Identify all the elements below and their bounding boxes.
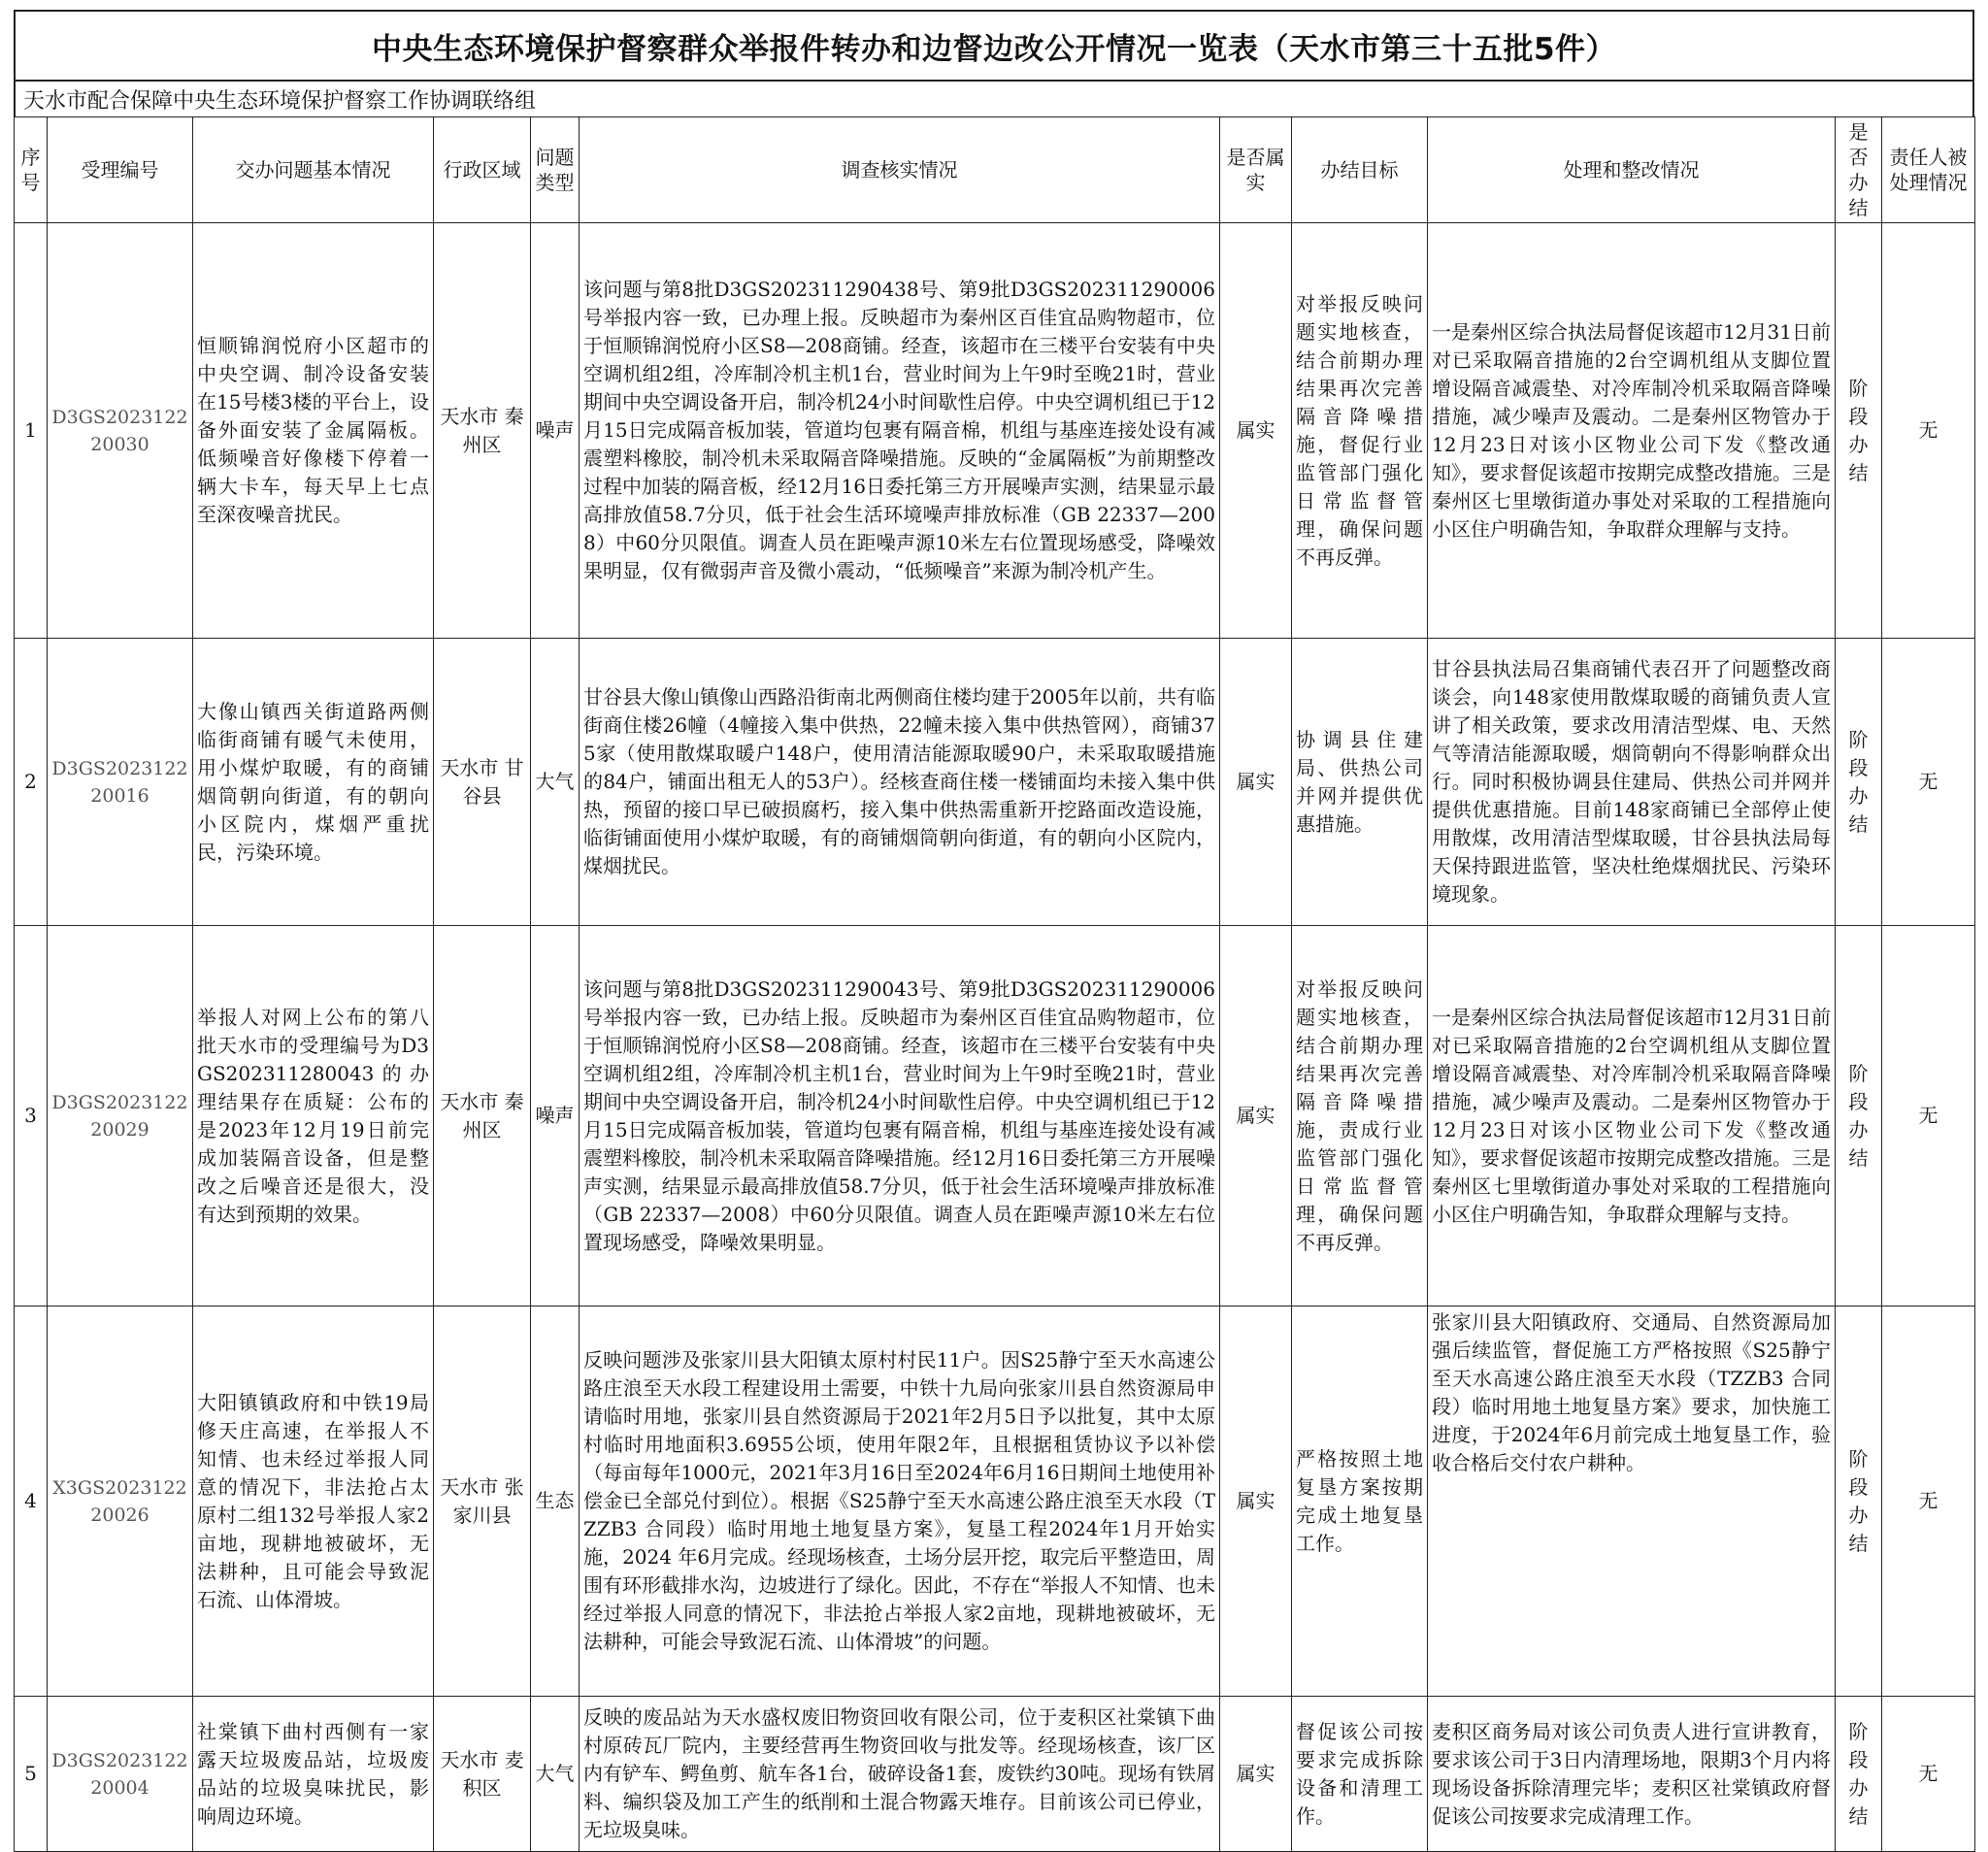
row-region: 天水市 秦州区 — [434, 223, 531, 639]
row-true-flag: 属实 — [1220, 1306, 1292, 1697]
row-seq: 2 — [15, 639, 48, 926]
header-row — [15, 117, 1975, 223]
header-true-flag: 是否属实 — [1220, 117, 1292, 223]
row-true-flag: 属实 — [1220, 926, 1292, 1306]
row-goal-text: 协调县住建局、供热公司并网并提供优惠措施。 — [1296, 727, 1423, 836]
row-type: 大气 — [531, 639, 580, 926]
row-issue-text: 社棠镇下曲村西侧有一家露天垃圾废品站，垃圾废品站的垃圾臭味扰民，影响周边环境。 — [197, 1719, 429, 1828]
header-closed: 是否办结 — [1836, 117, 1882, 223]
row-issue-text: 恒顺锦润悦府小区超市的中央空调、制冷设备安装在15号楼3楼的平台上，设备外面安装了金属隔板。低频噪音好像楼下停着一辆大卡车，每天早上七点至深夜噪音扰民。 — [197, 334, 429, 526]
row-closed: 阶段办结 — [1836, 223, 1882, 639]
row-closed: 阶段办结 — [1836, 926, 1882, 1306]
row-goal-text: 督促该公司按要求完成拆除设备和清理工作。 — [1296, 1719, 1423, 1828]
row-handling-text: 一是秦州区综合执法局督促该超市12月31日前对已采取隔音措施的2台空调机组从支脚位置增设隔音减震垫、对冷库制冷机采取隔音降噪措施，减少噪声及震动。二是秦州区物管办于12月23日对该小区物业公司下发《整改通知》，要求督促该超市按期完成整改措施。三是秦州区七里墩街道办事处对采取的工程措施向小区住户明确告知，争取群众理解与支持。 — [1432, 319, 1831, 541]
row-closed: 阶段办结 — [1836, 1306, 1882, 1697]
row-region: 天水市 麦积区 — [434, 1697, 531, 1852]
header-handling: 处理和整改情况 — [1428, 117, 1836, 223]
row-handling — [1428, 639, 1836, 926]
row-handling-text: 张家川县大阳镇政府、交通局、自然资源局加强后续监管，督促施工方严格按照《S25静宁至天水高速公路庄浪至天水段（TZZB3 合同段）临时用地土地复垦方案》要求，加快施工进度，于2024年6月前完成土地复垦工作，验收合格后交付农户耕种。 — [1432, 1310, 1831, 1474]
row-goal — [1292, 639, 1428, 926]
row-handling-text: 麦积区商务局对该公司负责人进行宣讲教育，要求该公司于3日内清理场地，限期3个月内将现场设备拆除清理完毕；麦积区社棠镇政府督促该公司按要求完成清理工作。 — [1432, 1719, 1831, 1828]
row-investigation-text: 反映的废品站为天水盛权废旧物资回收有限公司，位于麦积区社棠镇下曲村原砖瓦厂院内，主要经营再生物资回收与批发等。经现场核查，该厂区内有铲车、鳄鱼剪、航车各1台，破碎设备1套，废铁约30吨。现场有铁屑料、编织袋及加工产生的纸削和土混合物露天堆存。目前该公司已停业，无垃圾臭味。 — [583, 1705, 1215, 1841]
header-type: 问题类型 — [531, 117, 580, 223]
row-goal-text: 严格按照土地复垦方案按期完成土地复垦工作。 — [1296, 1446, 1423, 1555]
row-investigation — [580, 1306, 1220, 1697]
row-accountability: 无 — [1882, 223, 1975, 639]
row-goal — [1292, 223, 1428, 639]
row-issue-text: 大像山镇西关街道路两侧临街商铺有暖气未使用，用小煤炉取暖，有的商铺烟筒朝向街道，有的朝向小区院内，煤烟严重扰民，污染环境。 — [197, 699, 429, 864]
row-handling-text: 甘谷县执法局召集商铺代表召开了问题整改商谈会，向148家使用散煤取暖的商铺负责人宣讲了相关政策，要求改用清洁型煤、电、天然气等清洁能源取暖，烟筒朝向不得影响群众出行。同时积极协调县住建局、供热公司并网并提供优惠措施。目前148家商铺已全部停止使用散煤，改用清洁型煤取暖，甘谷县执法局每天保持跟进监管，坚决杜绝煤烟扰民、污染环境现象。 — [1432, 657, 1831, 906]
page-subtitle: 天水市配合保障中央生态环境保护督察工作协调联络组 — [14, 80, 1974, 116]
row-investigation-text: 该问题与第8批D3GS202311290043号、第9批D3GS202311290006号举报内容一致，已办结上报。反映超市为秦州区百佳宜品购物超市，位于恒顺锦润悦府小区S8—208商铺。经查，该超市在三楼平台安装有中央空调机组2组，冷库制冷机主机1台，营业时间为上午9时至晚21时，营业期间中央空调设备开启，制冷机24小时间歇性启停。中央空调机组已于12月15日完成隔音板加装，管道均包裹有隔音棉，机组与基座连接处设有减震塑料橡胶，制冷机未采取隔音降噪措施。经12月16日委托第三方开展噪声实测，结果显示最高排放值58.7分贝，低于社会生活环境噪声排放标准（GB 22337—2008）中60分贝限值。调查人员在距噪声源10米左右位置现场感受，降噪效果明显。 — [583, 976, 1215, 1254]
header-code: 受理编号 — [48, 117, 193, 223]
row-investigation — [580, 639, 1220, 926]
row-true-flag: 属实 — [1220, 639, 1292, 926]
table-row — [15, 1306, 1975, 1697]
row-seq: 1 — [15, 223, 48, 639]
header-goal: 办结目标 — [1292, 117, 1428, 223]
row-investigation-text: 该问题与第8批D3GS202311290438号、第9批D3GS202311290006号举报内容一致，已办理上报。反映超市为秦州区百佳宜品购物超市，位于恒顺锦润悦府小区S8—208商铺。经查，该超市在三楼平台安装有中央空调机组2组，冷库制冷机主机1台，营业时间为上午9时至晚21时，营业期间中央空调设备开启，制冷机24小时间歇性启停。中央空调机组已于12月15日完成隔音板加装，管道均包裹有隔音棉，机组与基座连接处设有减震塑料橡胶，制冷机未采取隔音降噪措施。反映的“金属隔板”为前期整改过程中加装的隔音板，经12月16日委托第三方开展噪声实测，结果显示最高排放值58.7分贝，低于社会生活环境噪声排放标准（GB 22337—2008）中60分贝限值。调查人员在距噪声源10米左右位置现场感受，降噪效果明显，仅有微弱声音及微小震动，“低频噪音”来源为制冷机产生。 — [583, 278, 1215, 582]
row-true-flag: 属实 — [1220, 223, 1292, 639]
row-issue — [193, 1306, 434, 1697]
row-investigation-text: 甘谷县大像山镇像山西路沿街南北两侧商住楼均建于2005年以前，共有临街商住楼26幢（4幢接入集中供热，22幢未接入集中供热管网），商铺375家（使用散煤取暖户148户，使用清洁能源取暖90户，未采取取暖措施的84户，铺面出租无人的53户）。经核查商住楼一楼铺面均未接入集中供热，预留的接口早已破损腐朽，接入集中供热需重新开挖路面改造设施，临街铺面使用小煤炉取暖，有的商铺烟筒朝向街道，有的朝向小区院内，煤烟扰民。 — [583, 685, 1215, 877]
header-accountability: 责任人被处理情况 — [1882, 117, 1975, 223]
row-closed: 阶段办结 — [1836, 1697, 1882, 1852]
row-code: D3GS2023122 20030 — [48, 223, 193, 639]
row-code: X3GS2023122 20026 — [48, 1306, 193, 1697]
row-true-flag: 属实 — [1220, 1697, 1292, 1852]
row-code: D3GS2023122 20004 — [48, 1697, 193, 1852]
row-type: 生态 — [531, 1306, 580, 1697]
row-region: 天水市 张家川县 — [434, 1306, 531, 1697]
row-goal-text: 对举报反映问题实地核查，结合前期办理结果再次完善隔音降噪措施，督促行业监管部门强化日常监督管理，确保问题不再反弹。 — [1296, 291, 1423, 569]
row-handling — [1428, 1697, 1836, 1852]
row-goal — [1292, 1306, 1428, 1697]
row-seq: 3 — [15, 926, 48, 1306]
row-handling — [1428, 926, 1836, 1306]
row-accountability: 无 — [1882, 1697, 1975, 1852]
row-handling-text: 一是秦州区综合执法局督促该超市12月31日前对已采取隔音措施的2台空调机组从支脚位置增设隔音减震垫、对冷库制冷机采取隔音降噪措施，减少噪声及震动。二是秦州区物管办于12月23日对该小区物业公司下发《整改通知》，要求督促该超市按期完成整改措施。三是秦州区七里墩街道办事处对采取的工程措施向小区住户明确告知，争取群众理解与支持。 — [1432, 1005, 1831, 1226]
row-seq: 5 — [15, 1697, 48, 1852]
row-handling — [1428, 1306, 1836, 1697]
row-goal — [1292, 926, 1428, 1306]
header-investigation: 调查核实情况 — [580, 117, 1220, 223]
table-row — [15, 1697, 1975, 1852]
row-issue — [193, 1697, 434, 1852]
report-sheet — [14, 10, 1974, 1852]
row-closed: 阶段办结 — [1836, 639, 1882, 926]
row-investigation — [580, 926, 1220, 1306]
row-code: D3GS2023122 20016 — [48, 639, 193, 926]
row-investigation — [580, 1697, 1220, 1852]
page-title: 中央生态环境保护督察群众举报件转办和边督边改公开情况一览表（天水市第三十五批5件） — [14, 10, 1974, 80]
header-seq: 序号 — [15, 117, 48, 223]
table-row — [15, 223, 1975, 639]
row-accountability: 无 — [1882, 639, 1975, 926]
row-issue-text: 举报人对网上公布的第八批天水市的受理编号为D3GS202311280043的办理结果存在质疑：公布的是2023年12月19日前完成加装隔音设备，但是整改之后噪音还是很大，没有达到预期的效果。 — [197, 1005, 429, 1226]
row-region: 天水市 秦州区 — [434, 926, 531, 1306]
row-type: 噪声 — [531, 926, 580, 1306]
header-region: 行政区域 — [434, 117, 531, 223]
row-type: 大气 — [531, 1697, 580, 1852]
row-handling — [1428, 223, 1836, 639]
row-code: D3GS2023122 20029 — [48, 926, 193, 1306]
header-issue: 交办问题基本情况 — [193, 117, 434, 223]
row-goal — [1292, 1697, 1428, 1852]
row-goal-text: 对举报反映问题实地核查，结合前期办理结果再次完善隔音降噪措施，责成行业监管部门强化日常监督管理，确保问题不再反弹。 — [1296, 976, 1423, 1254]
row-accountability: 无 — [1882, 926, 1975, 1306]
row-investigation — [580, 223, 1220, 639]
row-issue — [193, 223, 434, 639]
table-row — [15, 926, 1975, 1306]
row-seq: 4 — [15, 1306, 48, 1697]
row-region: 天水市 甘谷县 — [434, 639, 531, 926]
row-issue — [193, 926, 434, 1306]
row-issue — [193, 639, 434, 926]
row-accountability: 无 — [1882, 1306, 1975, 1697]
row-investigation-text: 反映问题涉及张家川县大阳镇太原村村民11户。因S25静宁至天水高速公路庄浪至天水段工程建设用土需要，中铁十九局向张家川县自然资源局申请临时用地，张家川县自然资源局于2021年2月5日予以批复，其中太原村临时用地面积3.6955公顷，使用年限2年，且根据租赁协议予以补偿（每亩每年1000元，2021年3月16日至2024年6月16日期间土地使用补偿金已全部兑付到位）。根据《S25静宁至天水高速公路庄浪至天水段（TZZB3 合同段）临时用地土地复垦方案》，复垦工程2024年1月开始实施，2024 年6月完成。经现场核查，土场分层开挖，取完后平整造田，周围有环形截排水沟，边坡进行了绿化。因此，不存在“举报人不知情、也未经过举报人同意的情况下，非法抢占举报人家2亩地，现耕地被破坏，无法耕种，可能会导致泥石流、山体滑坡”的问题。 — [583, 1348, 1215, 1653]
report-table — [14, 116, 1975, 1852]
row-issue-text: 大阳镇镇政府和中铁19局修天庄高速，在举报人不知情、也未经过举报人同意的情况下，非法抢占太原村二组132号举报人家2亩地，现耕地被破坏，无法耕种，且可能会导致泥石流、山体滑坡。 — [197, 1390, 429, 1611]
table-row — [15, 639, 1975, 926]
row-type: 噪声 — [531, 223, 580, 639]
